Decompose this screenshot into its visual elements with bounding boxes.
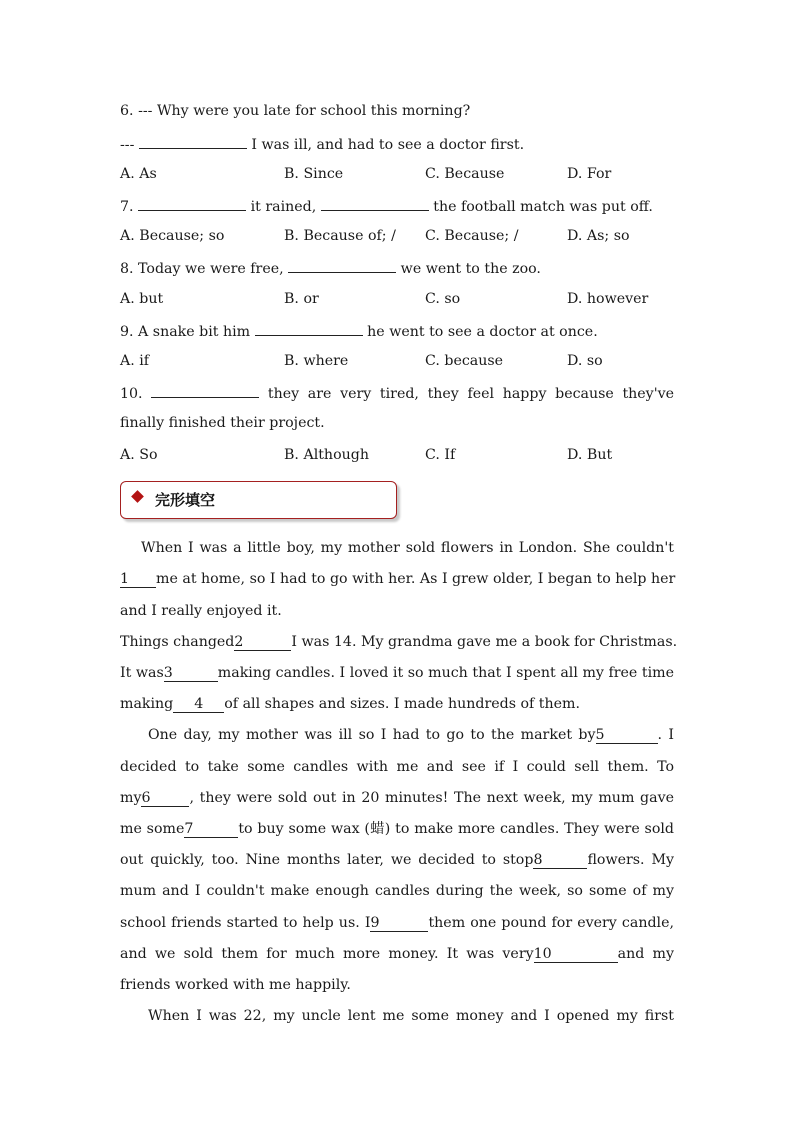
cloze-blank-9[interactable]: 9 (370, 915, 428, 932)
passage-line: and I really enjoyed it. (120, 603, 282, 619)
option-a[interactable]: A. Because; so (120, 228, 225, 244)
section-header-cloze (120, 481, 397, 519)
passage-line: decided to take some candles with me and see if I could sell them. To (120, 759, 674, 775)
question-10-stem: 10. they are very tired, they feel happy because they've (120, 382, 674, 404)
question-6-answer-line: --- I was ill, and had to see a doctor first. (120, 133, 674, 155)
answer-blank[interactable] (151, 382, 259, 398)
option-b[interactable]: B. Since (284, 166, 344, 182)
answer-blank[interactable] (139, 133, 247, 149)
option-c[interactable]: C. because (425, 353, 504, 369)
passage-line: 1 me at home, so I had to go with her. As I grew older, I began to help her (120, 571, 676, 587)
option-c[interactable]: C. Because (425, 166, 505, 182)
passage-line: me some7 to buy some wax (蜡) to make more candles. They were sold (120, 821, 674, 837)
diamond-bullet-icon (131, 490, 144, 503)
option-d[interactable]: D. As; so (567, 228, 630, 244)
question-6-stem: 6. --- Why were you late for school this morning? (120, 103, 471, 119)
option-d[interactable]: D. But (567, 447, 613, 463)
cloze-blank-2[interactable]: 2 (234, 634, 291, 651)
option-c[interactable]: C. If (425, 447, 456, 463)
passage-line: out quickly, too. Nine months later, we decided to stop8 flowers. My (120, 852, 674, 868)
answer-blank[interactable] (321, 195, 429, 211)
option-a[interactable]: A. but (120, 291, 164, 307)
question-9-stem: 9. A snake bit him he went to see a doctor at once. (120, 320, 674, 342)
option-d[interactable]: D. however (567, 291, 649, 307)
passage-line: When I was a little boy, my mother sold flowers in London. She couldn't (141, 540, 674, 556)
cloze-blank-6[interactable]: 6 (141, 790, 189, 807)
option-b[interactable]: B. Although (284, 447, 369, 463)
cloze-blank-10[interactable]: 10 (534, 946, 618, 963)
option-d[interactable]: D. For (567, 166, 612, 182)
option-d[interactable]: D. so (567, 353, 603, 369)
option-a[interactable]: A. As (120, 166, 157, 182)
question-8-stem: 8. Today we were free, we went to the zoo. (120, 257, 674, 279)
option-a[interactable]: A. So (120, 447, 158, 463)
passage-line: friends worked with me happily. (120, 977, 351, 993)
passage-line: It was3 making candles. I loved it so much that I spent all my free time (120, 665, 674, 681)
section-title: 完形填空 (155, 491, 216, 509)
question-7-stem: 7. it rained, the football match was put off. (120, 195, 674, 217)
cloze-blank-5[interactable]: 5 (596, 727, 658, 744)
cloze-blank-1[interactable]: 1 (120, 571, 156, 588)
option-c[interactable]: C. Because; / (425, 228, 519, 244)
passage-line: my6 , they were sold out in 20 minutes! The next week, my mum gave (120, 790, 674, 806)
passage-line: making 4 of all shapes and sizes. I made hundreds of them. (120, 696, 580, 712)
passage-line: and we sold them for much more money. It was very10 and my (120, 946, 674, 962)
option-c[interactable]: C. so (425, 291, 461, 307)
option-b[interactable]: B. where (284, 353, 349, 369)
answer-blank[interactable] (255, 320, 363, 336)
option-b[interactable]: B. or (284, 291, 319, 307)
passage-line: school friends started to help us. I9 them one pound for every candle, (120, 915, 674, 931)
passage-line: When I was 22, my uncle lent me some money and I opened my first (148, 1008, 674, 1024)
cloze-blank-7[interactable]: 7 (184, 821, 238, 838)
option-b[interactable]: B. Because of; / (284, 228, 396, 244)
option-a[interactable]: A. if (120, 353, 150, 369)
cloze-blank-3[interactable]: 3 (164, 665, 218, 682)
passage-line: One day, my mother was ill so I had to go to the market by5 . I (148, 727, 675, 743)
answer-blank[interactable] (138, 195, 246, 211)
passage-line: mum and I couldn't make enough candles during the week, so some of my (120, 883, 674, 899)
cloze-blank-8[interactable]: 8 (533, 852, 587, 869)
passage-line: Things changed2 I was 14. My grandma gave me a book for Christmas. (120, 634, 678, 650)
question-10-stem-cont: finally finished their project. (120, 415, 325, 431)
cloze-blank-4[interactable]: 4 (173, 696, 224, 713)
answer-blank[interactable] (288, 257, 396, 273)
